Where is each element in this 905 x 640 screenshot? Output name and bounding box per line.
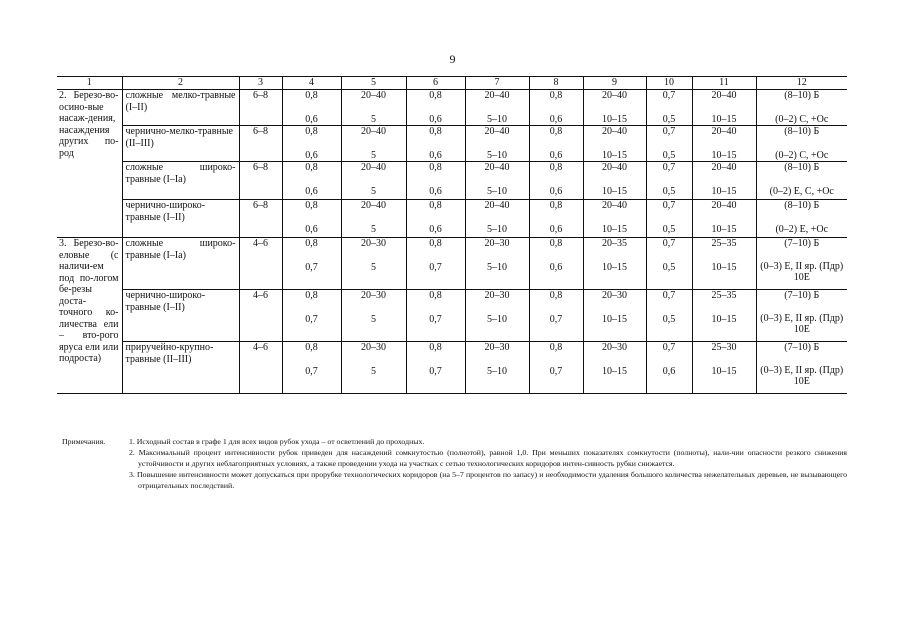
upper-value: 0,8 xyxy=(429,342,442,353)
upper-value: 20–40 xyxy=(484,162,510,173)
upper-value: 20–40 xyxy=(711,200,737,211)
lower-value: 10–15 xyxy=(711,149,737,161)
value-cell xyxy=(406,238,465,290)
col-header: 2 xyxy=(122,77,239,90)
lower-value: 0,7 xyxy=(429,313,442,325)
upper-value: 20–40 xyxy=(602,126,627,137)
upper-value: 0,8 xyxy=(305,162,318,173)
col-header: 10 xyxy=(646,77,692,90)
age-range: 4–6 xyxy=(239,238,282,290)
group-label: 3. Березо-во-еловые (с наличи-ем под по-логом бе-резы доста-точного ко-личества ели – вто-рого яруса ели или подроста) xyxy=(57,238,122,394)
value-cell xyxy=(341,238,406,290)
value-cell xyxy=(282,238,341,290)
lower-value: 10–15 xyxy=(711,261,737,273)
forest-type: сложные широко-травные (I–Ia) xyxy=(122,162,239,200)
group-label: 2. Березо-во-осино-вые насаж-дения, насаждения других по-род xyxy=(57,90,122,238)
value-cell xyxy=(756,200,847,238)
value-cell xyxy=(583,90,646,126)
upper-value: 0,8 xyxy=(549,290,563,301)
value-cell xyxy=(692,290,756,342)
age-range: 6–8 xyxy=(239,162,282,200)
value-cell xyxy=(646,290,692,342)
notes-block xyxy=(57,436,847,491)
age-range: 6–8 xyxy=(239,90,282,126)
value-cell xyxy=(529,162,583,200)
lower-value: 0,6 xyxy=(429,149,442,161)
page-number: 9 xyxy=(449,52,456,66)
lower-value: 5–10 xyxy=(487,113,507,125)
value-cell xyxy=(646,162,692,200)
lower-value: (0–3) Е, II яр. (Пдр) 10Е xyxy=(760,364,844,387)
upper-value: 20–40 xyxy=(484,126,510,137)
upper-value: 20–30 xyxy=(484,342,510,353)
lower-value: 0,6 xyxy=(549,261,563,273)
col-header: 3 xyxy=(239,77,282,90)
lower-value: 10–15 xyxy=(711,365,737,377)
upper-value: 0,7 xyxy=(662,126,676,137)
value-cell xyxy=(341,90,406,126)
value-cell xyxy=(282,290,341,342)
table-row xyxy=(57,162,847,200)
upper-value: 0,8 xyxy=(549,238,563,249)
value-cell xyxy=(406,200,465,238)
lower-value: 0,6 xyxy=(662,365,676,377)
age-range: 4–6 xyxy=(239,342,282,394)
lower-value: 0,6 xyxy=(305,149,318,161)
forest-type: сложные широко-травные (I–Ia) xyxy=(122,238,239,290)
lower-value: 0,6 xyxy=(549,223,563,235)
upper-value: 20–40 xyxy=(711,126,737,137)
lower-value: 0,7 xyxy=(549,365,563,377)
upper-value: 0,8 xyxy=(305,200,318,211)
value-cell xyxy=(583,342,646,394)
upper-value: 0,8 xyxy=(429,126,442,137)
value-cell xyxy=(646,200,692,238)
value-cell xyxy=(692,200,756,238)
table-row xyxy=(57,126,847,162)
lower-value: 0,7 xyxy=(305,313,318,325)
upper-value: 0,7 xyxy=(662,238,676,249)
lower-value: 0,6 xyxy=(549,113,563,125)
col-header: 6 xyxy=(406,77,465,90)
value-cell xyxy=(282,90,341,126)
value-cell xyxy=(406,90,465,126)
value-cell xyxy=(756,90,847,126)
lower-value: 0,6 xyxy=(305,223,318,235)
value-cell xyxy=(341,162,406,200)
col-header: 5 xyxy=(341,77,406,90)
upper-value: 20–30 xyxy=(361,238,386,249)
lower-value: 5 xyxy=(371,313,376,325)
value-cell xyxy=(406,162,465,200)
upper-value: 0,8 xyxy=(549,162,563,173)
value-cell xyxy=(692,90,756,126)
lower-value: (0–2) Е, +Ос xyxy=(775,223,829,235)
lower-value: 5–10 xyxy=(487,149,507,161)
lower-value: 0,6 xyxy=(429,185,442,197)
lower-value: 0,6 xyxy=(429,113,442,125)
lower-value: 5 xyxy=(371,223,376,235)
lower-value: 5–10 xyxy=(487,313,507,325)
upper-value: 0,7 xyxy=(662,162,676,173)
col-header: 12 xyxy=(756,77,847,90)
value-cell xyxy=(646,90,692,126)
silviculture-table xyxy=(57,76,847,394)
lower-value: 0,7 xyxy=(305,365,318,377)
value-cell xyxy=(692,238,756,290)
notes-label: Примечания. xyxy=(62,437,106,446)
lower-value: 0,6 xyxy=(429,223,442,235)
col-header: 9 xyxy=(583,77,646,90)
lower-value: 0,5 xyxy=(662,113,676,125)
upper-value: 0,8 xyxy=(549,342,563,353)
age-range: 6–8 xyxy=(239,126,282,162)
lower-value: 0,7 xyxy=(429,365,442,377)
lower-value: (0–3) Е, II яр. (Пдр) 10Е xyxy=(760,260,844,283)
value-cell xyxy=(529,126,583,162)
value-cell xyxy=(465,126,529,162)
lower-value: 10–15 xyxy=(711,223,737,235)
upper-value: 0,8 xyxy=(429,162,442,173)
table-row xyxy=(57,290,847,342)
value-cell xyxy=(282,200,341,238)
lower-value: 0,5 xyxy=(662,149,676,161)
value-cell xyxy=(583,126,646,162)
value-cell xyxy=(756,290,847,342)
upper-value: 0,8 xyxy=(429,238,442,249)
value-cell xyxy=(282,126,341,162)
value-cell xyxy=(282,162,341,200)
upper-value: 0,8 xyxy=(549,90,563,101)
forest-type: чернично-мелко-травные (II–III) xyxy=(122,126,239,162)
upper-value: (8–10) Б xyxy=(784,90,820,101)
upper-value: 0,7 xyxy=(662,200,676,211)
forest-type: чернично-широко-травные (I–II) xyxy=(122,290,239,342)
upper-value: 20–30 xyxy=(361,290,386,301)
lower-value: 0,6 xyxy=(305,113,318,125)
value-cell xyxy=(646,238,692,290)
upper-value: 20–40 xyxy=(484,200,510,211)
value-cell xyxy=(465,200,529,238)
lower-value: (0–2) Е, С, +Ос xyxy=(769,185,834,197)
lower-value: (0–3) Е, II яр. (Пдр) 10Е xyxy=(760,312,844,335)
upper-value: 0,7 xyxy=(662,90,676,101)
forest-type: сложные мелко-травные (I–II) xyxy=(122,90,239,126)
upper-value: (8–10) Б xyxy=(784,162,820,173)
value-cell xyxy=(756,342,847,394)
lower-value: 5–10 xyxy=(487,261,507,273)
upper-value: (7–10) Б xyxy=(784,290,820,301)
value-cell xyxy=(341,342,406,394)
col-header: 4 xyxy=(282,77,341,90)
note-item: 1. Исходный состав в графе 1 для всех видов рубок ухода – от осветлений до проходных. xyxy=(129,437,425,446)
forest-type: приручейно-крупно-травные (II–III) xyxy=(122,342,239,394)
upper-value: 20–40 xyxy=(361,200,386,211)
lower-value: 5 xyxy=(371,261,376,273)
upper-value: (8–10) Б xyxy=(784,200,820,211)
col-header: 1 xyxy=(57,77,122,90)
lower-value: 10–15 xyxy=(602,223,627,235)
upper-value: 25–30 xyxy=(711,342,737,353)
upper-value: 20–30 xyxy=(484,238,510,249)
lower-value: 5–10 xyxy=(487,365,507,377)
upper-value: 20–40 xyxy=(361,162,386,173)
upper-value: 0,8 xyxy=(305,90,318,101)
value-cell xyxy=(756,162,847,200)
upper-value: 0,7 xyxy=(662,290,676,301)
table-row xyxy=(57,238,847,290)
lower-value: (0–2) С, +Ос xyxy=(775,113,829,125)
lower-value: 0,5 xyxy=(662,261,676,273)
value-cell xyxy=(529,290,583,342)
lower-value: 10–15 xyxy=(602,113,627,125)
value-cell xyxy=(529,342,583,394)
lower-value: 0,6 xyxy=(549,185,563,197)
value-cell xyxy=(756,126,847,162)
lower-value: (0–2) С, +Ос xyxy=(775,149,829,161)
note-item: 3. Повышение интенсивности может допускаться при прорубке технологических коридоров (на 5–7 процентов по запасу) и необходимости удаления большого количества нежелательных деревьев, не вызывающего отрицательных последствий. xyxy=(129,470,847,490)
value-cell xyxy=(282,342,341,394)
value-cell xyxy=(465,342,529,394)
upper-value: 20–40 xyxy=(711,162,737,173)
upper-value: 0,8 xyxy=(549,126,563,137)
lower-value: 5 xyxy=(371,185,376,197)
upper-value: 20–40 xyxy=(484,90,510,101)
lower-value: 10–15 xyxy=(711,185,737,197)
upper-value: 20–30 xyxy=(361,342,386,353)
value-cell xyxy=(406,342,465,394)
value-cell xyxy=(583,162,646,200)
upper-value: 20–30 xyxy=(484,290,510,301)
lower-value: 0,5 xyxy=(662,313,676,325)
upper-value: 0,8 xyxy=(305,238,318,249)
table-row xyxy=(57,90,847,126)
lower-value: 10–15 xyxy=(602,261,627,273)
upper-value: 20–40 xyxy=(602,162,627,173)
lower-value: 0,5 xyxy=(662,185,676,197)
lower-value: 0,7 xyxy=(549,313,563,325)
upper-value: 0,8 xyxy=(429,90,442,101)
lower-value: 5 xyxy=(371,113,376,125)
upper-value: 20–40 xyxy=(602,200,627,211)
value-cell xyxy=(465,90,529,126)
value-cell xyxy=(692,342,756,394)
upper-value: 0,8 xyxy=(305,126,318,137)
lower-value: 10–15 xyxy=(711,113,737,125)
table-row xyxy=(57,342,847,394)
value-cell xyxy=(692,126,756,162)
upper-value: 20–40 xyxy=(361,126,386,137)
upper-value: 0,8 xyxy=(429,290,442,301)
upper-value: 25–35 xyxy=(711,290,737,301)
col-header: 8 xyxy=(529,77,583,90)
lower-value: 10–15 xyxy=(711,313,737,325)
upper-value: 0,8 xyxy=(429,200,442,211)
value-cell xyxy=(756,238,847,290)
col-header: 7 xyxy=(465,77,529,90)
value-cell xyxy=(529,90,583,126)
upper-value: (7–10) Б xyxy=(784,238,820,249)
note-item: 2. Максимальный процент интенсивности рубок приведен для насаждений сомкнутостью (полнотой), равной 1,0. При меньших показателях сомкнутости (полноты), нали-чии опасности резкого снижения устойчивости и других неблагоприятных условиях, а также проведении ухода на участках с сетью технологических коридоров интен-сивность рубки снижается. xyxy=(129,448,847,468)
col-header: 11 xyxy=(692,77,756,90)
lower-value: 0,7 xyxy=(305,261,318,273)
upper-value: (7–10) Б xyxy=(784,342,820,353)
forest-type: чернично-широко-травные (I–II) xyxy=(122,200,239,238)
value-cell xyxy=(341,200,406,238)
value-cell xyxy=(692,162,756,200)
value-cell xyxy=(646,126,692,162)
lower-value: 10–15 xyxy=(602,149,627,161)
value-cell xyxy=(465,238,529,290)
value-cell xyxy=(406,126,465,162)
age-range: 4–6 xyxy=(239,290,282,342)
lower-value: 10–15 xyxy=(602,313,627,325)
header-row xyxy=(57,77,847,90)
value-cell xyxy=(465,162,529,200)
value-cell xyxy=(341,126,406,162)
upper-value: 20–40 xyxy=(361,90,386,101)
lower-value: 10–15 xyxy=(602,185,627,197)
value-cell xyxy=(583,238,646,290)
lower-value: 0,6 xyxy=(305,185,318,197)
value-cell xyxy=(583,200,646,238)
lower-value: 0,5 xyxy=(662,223,676,235)
upper-value: 0,8 xyxy=(305,342,318,353)
lower-value: 5 xyxy=(371,365,376,377)
value-cell xyxy=(529,238,583,290)
lower-value: 5–10 xyxy=(487,185,507,197)
value-cell xyxy=(646,342,692,394)
value-cell xyxy=(341,290,406,342)
upper-value: 20–35 xyxy=(602,238,627,249)
upper-value: 0,7 xyxy=(662,342,676,353)
upper-value: 25–35 xyxy=(711,238,737,249)
lower-value: 10–15 xyxy=(602,365,627,377)
age-range: 6–8 xyxy=(239,200,282,238)
lower-value: 0,7 xyxy=(429,261,442,273)
upper-value: 20–30 xyxy=(602,342,627,353)
value-cell xyxy=(465,290,529,342)
value-cell xyxy=(406,290,465,342)
lower-value: 5 xyxy=(371,149,376,161)
upper-value: 20–40 xyxy=(602,90,627,101)
upper-value: 0,8 xyxy=(305,290,318,301)
upper-value: 0,8 xyxy=(549,200,563,211)
upper-value: 20–30 xyxy=(602,290,627,301)
lower-value: 0,6 xyxy=(549,149,563,161)
lower-value: 5–10 xyxy=(487,223,507,235)
table-row xyxy=(57,200,847,238)
upper-value: (8–10) Б xyxy=(784,126,820,137)
upper-value: 20–40 xyxy=(711,90,737,101)
value-cell xyxy=(529,200,583,238)
value-cell xyxy=(583,290,646,342)
